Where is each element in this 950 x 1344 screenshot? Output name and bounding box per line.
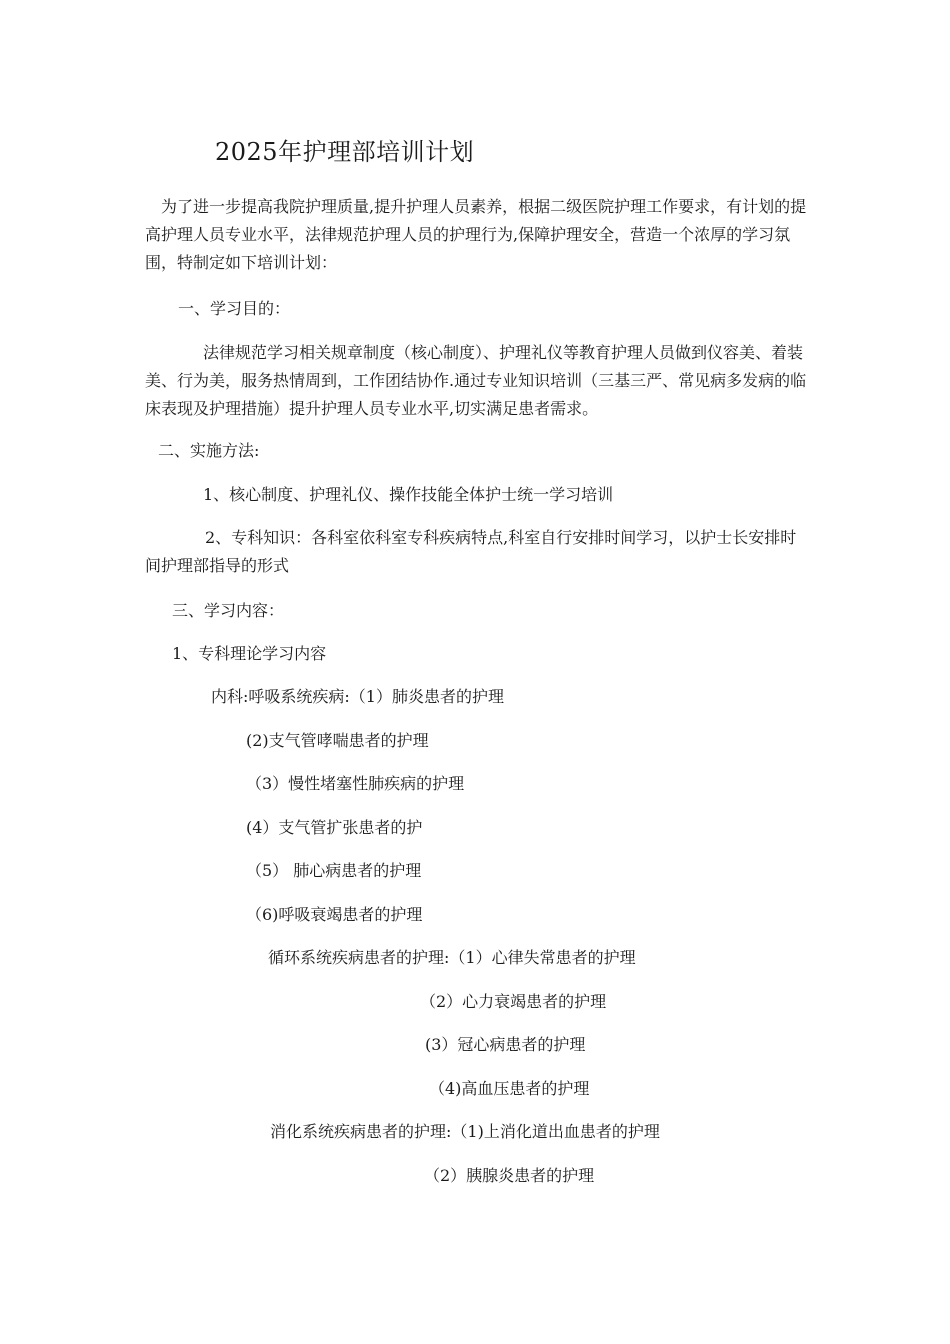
respiratory-item-1: 内科:呼吸系统疾病:（1）肺炎患者的护理 xyxy=(211,687,504,706)
digestive-item-2: （2）胰腺炎患者的护理 xyxy=(424,1166,595,1185)
method-item-1: 1、核心制度、护理礼仪、操作技能全体护士统一学习培训 xyxy=(203,485,614,504)
purpose-paragraph: 法律规范学习相关规章制度（核心制度）、护理礼仪等教育护理人员做到仪容美、着装美、行为美，服务热情周到，工作团结协作.通过专业知识培训（三基三严、常见病多发病的临床表现及护理措施）提升护理人员专业水平,切实满足患者需求。 xyxy=(145,343,807,418)
document-title: 2025年护理部培训计划 xyxy=(215,138,475,166)
respiratory-item-3: （3）慢性堵塞性肺疾病的护理 xyxy=(246,774,465,793)
section-heading-content: 三、学习内容： xyxy=(172,601,285,620)
circulatory-item-1: 循环系统疾病患者的护理:（1）心律失常患者的护理 xyxy=(268,948,636,967)
respiratory-item-2: (2)支气管哮喘患者的护理 xyxy=(246,731,429,750)
intro-paragraph xyxy=(145,193,810,277)
circulatory-item-2: （2）心力衰竭患者的护理 xyxy=(420,992,607,1011)
circulatory-item-3: (3）冠心病患者的护理 xyxy=(425,1035,586,1054)
circulatory-item-4: （4)高血压患者的护理 xyxy=(429,1079,590,1098)
section-heading-purpose: 一、学习目的： xyxy=(178,299,291,318)
respiratory-item-6: （6)呼吸衰竭患者的护理 xyxy=(246,905,423,924)
section-heading-method: 二、实施方法: xyxy=(158,441,260,460)
intro-text: 为了进一步提高我院护理质量,提升护理人员素养，根据二级医院护理工作要求，有计划的提高护理人员专业水平，法律规范护理人员的护理行为,保障护理安全，营造一个浓厚的学习氛围，特制定如下培训计划： xyxy=(145,197,807,272)
method-item-2: 2、专科知识：各科室依科室专科疾病特点,科室自行安排时间学习，以护士长安排时间护理部指导的形式 xyxy=(145,528,797,575)
respiratory-item-5: （5） 肺心病患者的护理 xyxy=(246,861,422,880)
content-subheading-theory: 1、专科理论学习内容 xyxy=(172,644,327,663)
digestive-item-1: 消化系统疾病患者的护理:（1)上消化道出血患者的护理 xyxy=(270,1122,660,1141)
respiratory-item-4: (4）支气管扩张患者的护 xyxy=(246,818,423,837)
